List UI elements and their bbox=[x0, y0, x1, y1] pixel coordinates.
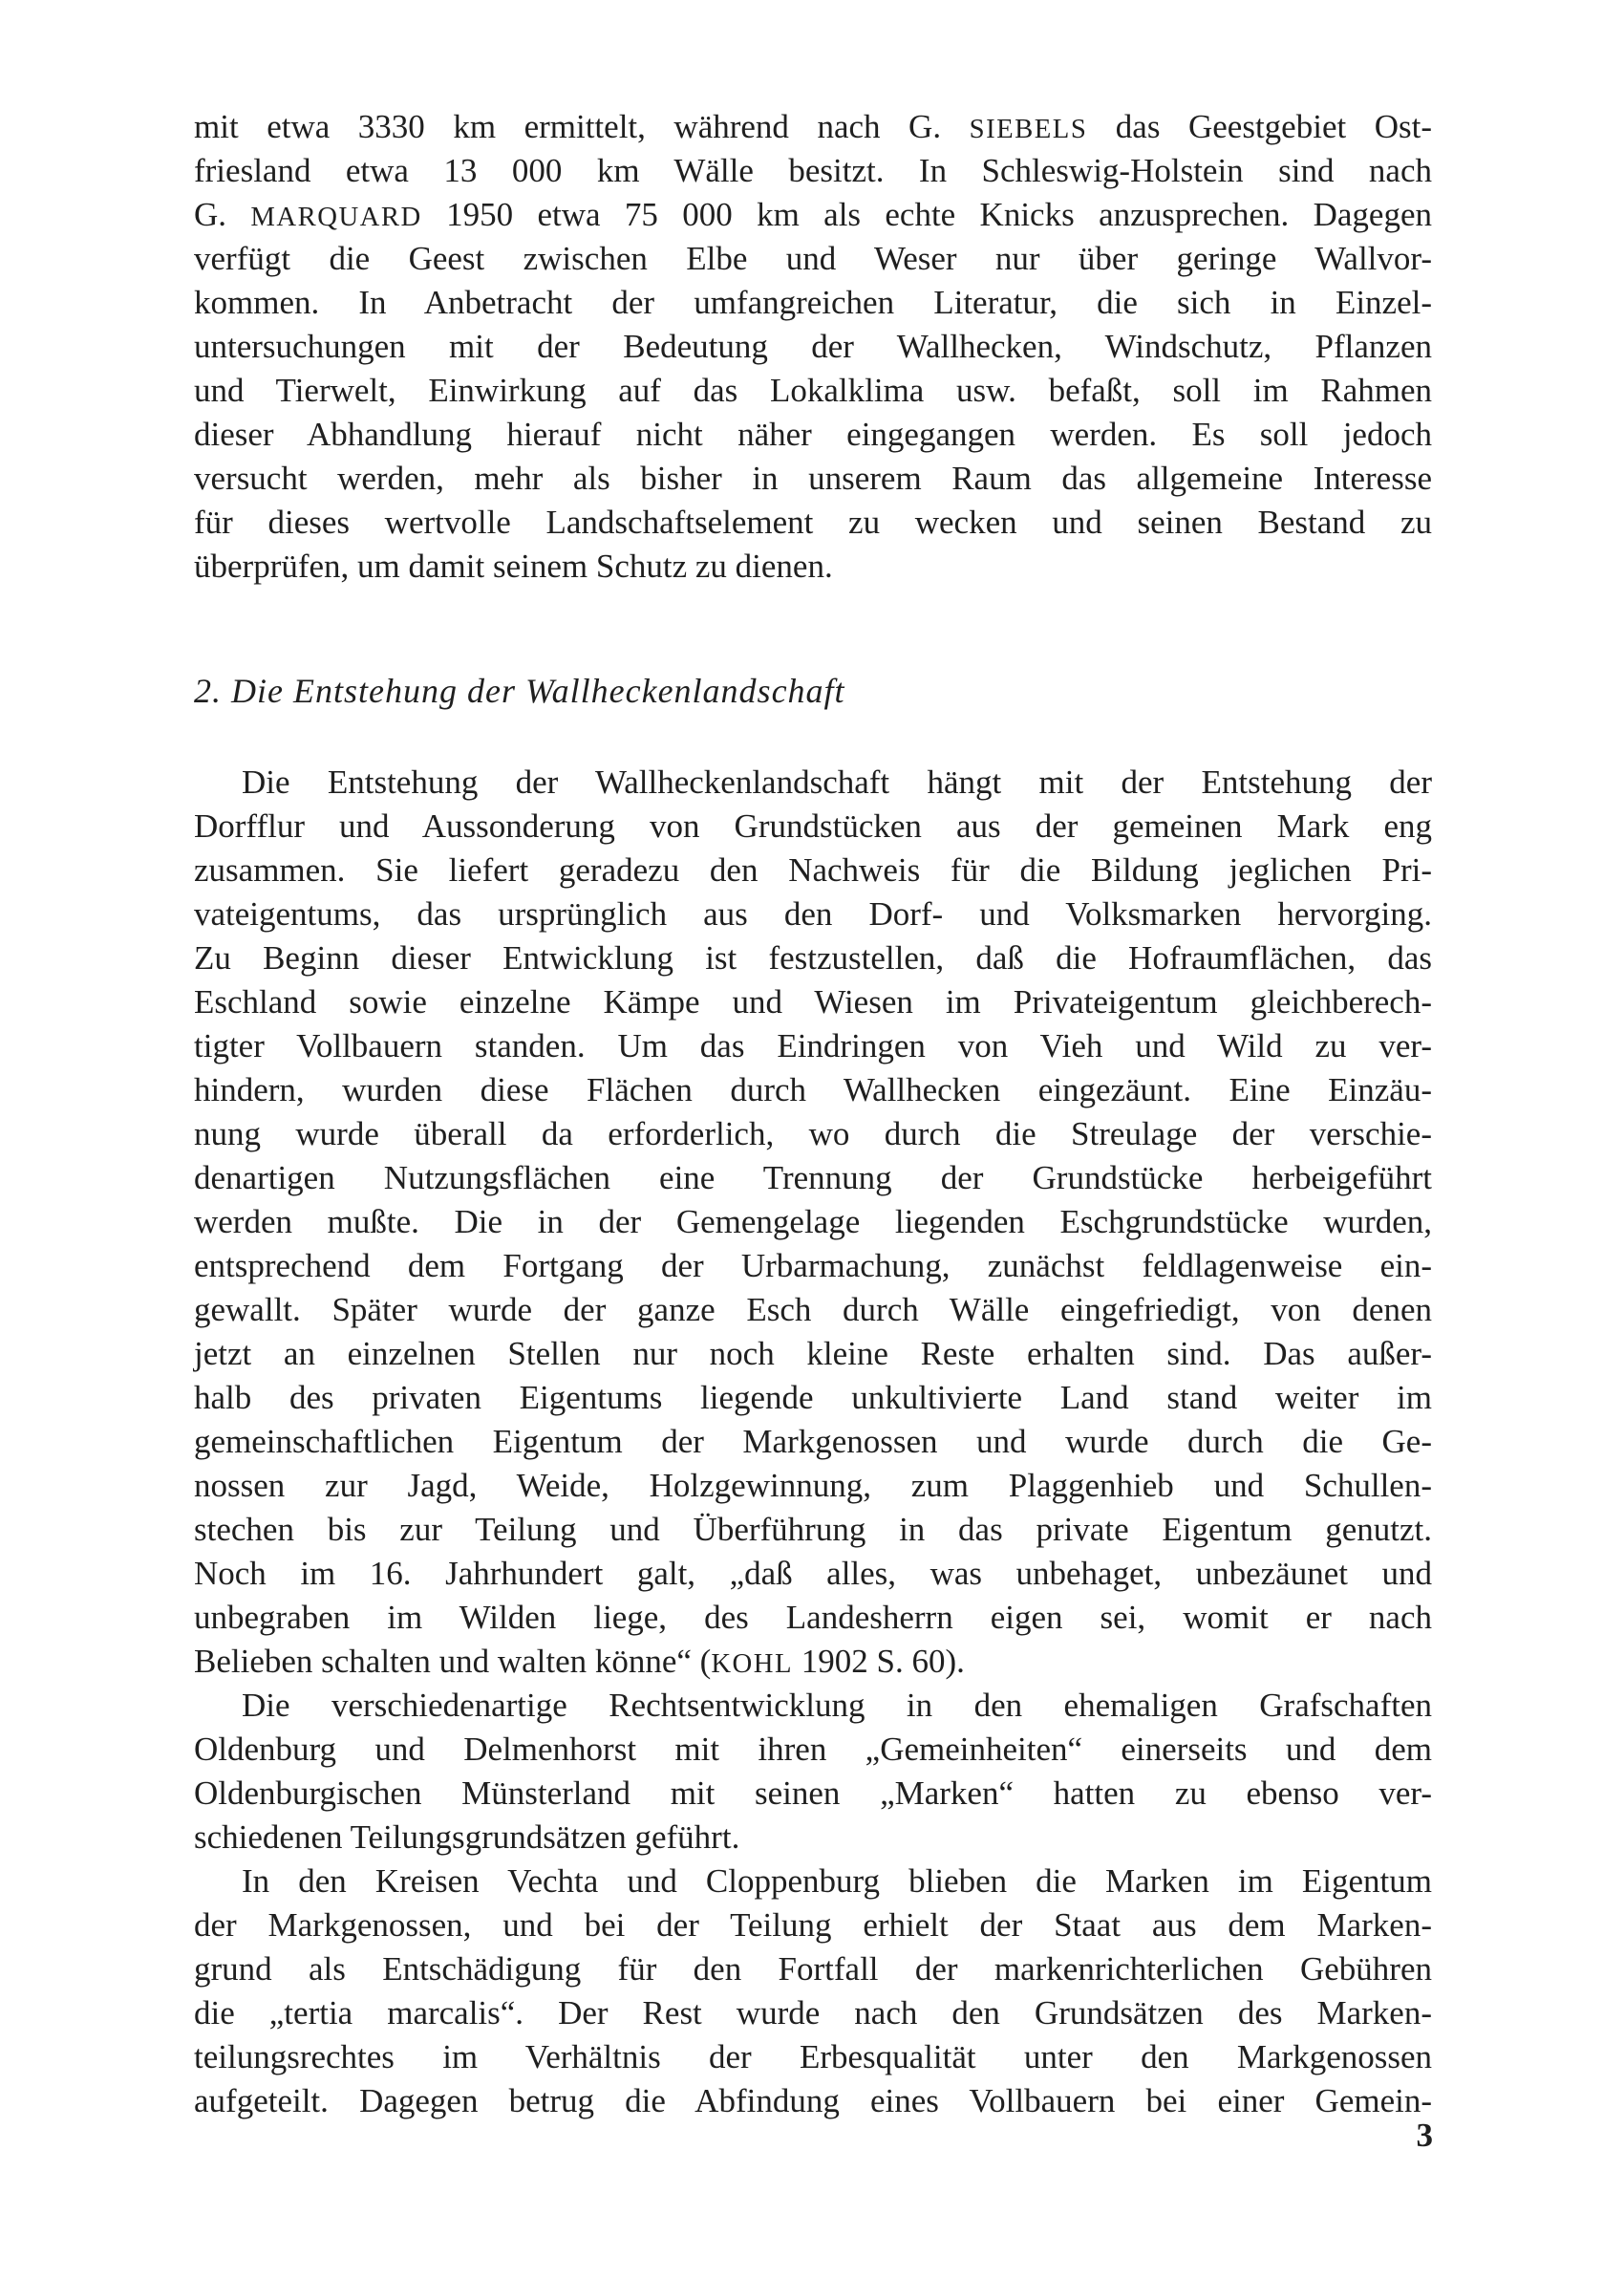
text-line: dieser Abhandlung hierauf nicht näher eingegangen werden. Es soll jedoch bbox=[194, 416, 1432, 453]
text-line: untersuchungen mit der Bedeutung der Wallhecken, Windschutz, Pflanzen bbox=[194, 328, 1432, 365]
text-line: Noch im 16. Jahrhundert galt, „daß alles, was unbehaget, unbezäunet und bbox=[194, 1555, 1432, 1592]
text-line: Zu Beginn dieser Entwicklung ist festzustellen, daß die Hofraumflächen, das bbox=[194, 939, 1432, 977]
text-line: Die verschiedenartige Rechtsentwicklung in den ehemaligen Grafschaften bbox=[242, 1687, 1432, 1724]
author-name: MARQUARD bbox=[250, 202, 422, 232]
text-line: tigter Vollbauern standen. Um das Eindringen von Vieh und Wild zu ver- bbox=[194, 1027, 1432, 1064]
text-fragment: 1950 etwa 75 000 km als echte Knicks anzusprechen. Dagegen bbox=[421, 196, 1432, 233]
text-line bbox=[194, 193, 1432, 239]
text-line: und Tierwelt, Einwirkung auf das Lokalklima usw. befaßt, soll im Rahmen bbox=[194, 372, 1432, 409]
text-line: Eschland sowie einzelne Kämpe und Wiesen im Privateigentum gleichberech- bbox=[194, 983, 1432, 1021]
text-line: nung wurde überall da erforderlich, wo durch die Streulage der verschie- bbox=[194, 1115, 1432, 1152]
text-line: In den Kreisen Vechta und Cloppenburg blieben die Marken im Eigentum bbox=[242, 1862, 1432, 1900]
text-line: aufgeteilt. Dagegen betrug die Abfindung eines Vollbauern bei einer Gemein- bbox=[194, 2082, 1432, 2119]
text-line: unbegraben im Wilden liege, des Landesherrn eigen sei, womit er nach bbox=[194, 1599, 1432, 1636]
text-line: Die Entstehung der Wallheckenlandschaft hängt mit der Entstehung der bbox=[242, 763, 1432, 801]
text-line: Dorfflur und Aussonderung von Grundstücken aus der gemeinen Mark eng bbox=[194, 807, 1432, 845]
text-fragment: 1902 S. 60). bbox=[793, 1643, 965, 1680]
text-line bbox=[194, 1640, 1432, 1686]
text-line: versucht werden, mehr als bisher in unserem Raum das allgemeine Interesse bbox=[194, 460, 1432, 497]
text-line: Oldenburg und Delmenhorst mit ihren „Gemeinheiten“ einerseits und dem bbox=[194, 1731, 1432, 1768]
author-name: KOHL bbox=[711, 1648, 794, 1679]
text-fragment: mit etwa 3330 km ermittelt, während nach G. bbox=[194, 108, 970, 145]
text-line: kommen. In Anbetracht der umfangreichen Literatur, die sich in Einzel- bbox=[194, 284, 1432, 321]
text-fragment: G. bbox=[194, 196, 251, 233]
text-line: überprüfen, um damit seinem Schutz zu dienen. bbox=[194, 548, 833, 585]
text-line: die „tertia marcalis“. Der Rest wurde nach den Grundsätzen des Marken- bbox=[194, 1994, 1432, 2032]
text-line: hindern, wurden diese Flächen durch Wallhecken eingezäunt. Eine Einzäu- bbox=[194, 1071, 1432, 1108]
text-line: vateigentums, das ursprünglich aus den Dorf- und Volksmarken hervorging. bbox=[194, 895, 1432, 933]
section-heading: 2. Die Entstehung der Wallheckenlandschaft bbox=[194, 672, 845, 710]
text-line: grund als Entschädigung für den Fortfall der markenrichterlichen Gebühren bbox=[194, 1950, 1432, 1988]
text-line: gewallt. Später wurde der ganze Esch durch Wälle eingefriedigt, von denen bbox=[194, 1291, 1432, 1328]
text-line: der Markgenossen, und bei der Teilung erhielt der Staat aus dem Marken- bbox=[194, 1906, 1432, 1944]
text-line bbox=[194, 105, 1432, 151]
text-line: halb des privaten Eigentums liegende unkultivierte Land stand weiter im bbox=[194, 1379, 1432, 1416]
text-fragment: Belieben schalten und walten könne“ ( bbox=[194, 1643, 712, 1680]
text-line: gemeinschaftlichen Eigentum der Markgenossen und wurde durch die Ge- bbox=[194, 1423, 1432, 1460]
text-line: schiedenen Teilungsgrundsätzen geführt. bbox=[194, 1818, 740, 1856]
text-line: jetzt an einzelnen Stellen nur noch kleine Reste erhalten sind. Das außer- bbox=[194, 1335, 1432, 1372]
text-line: nossen zur Jagd, Weide, Holzgewinnung, zum Plaggenhieb und Schullen- bbox=[194, 1467, 1432, 1504]
text-line: für dieses wertvolle Landschaftselement zu wecken und seinen Bestand zu bbox=[194, 504, 1432, 541]
text-line: stechen bis zur Teilung und Überführung in das private Eigentum genutzt. bbox=[194, 1511, 1432, 1548]
text-line: werden mußte. Die in der Gemengelage liegenden Eschgrundstücke wurden, bbox=[194, 1203, 1432, 1240]
text-fragment: das Geestgebiet Ost- bbox=[1087, 108, 1433, 145]
author-name: SIEBELS bbox=[969, 114, 1088, 144]
text-line: teilungsrechtes im Verhältnis der Erbesqualität unter den Markgenossen bbox=[194, 2038, 1432, 2075]
text-line: entsprechend dem Fortgang der Urbarmachung, zunächst feldlagenweise ein- bbox=[194, 1247, 1432, 1284]
text-line: friesland etwa 13 000 km Wälle besitzt. In Schleswig-Holstein sind nach bbox=[194, 152, 1432, 189]
text-line: denartigen Nutzungsflächen eine Trennung der Grundstücke herbeigeführt bbox=[194, 1159, 1432, 1196]
text-line: zusammen. Sie liefert geradezu den Nachweis für die Bildung jeglichen Pri- bbox=[194, 851, 1432, 889]
text-line: Oldenburgischen Münsterland mit seinen „Marken“ hatten zu ebenso ver- bbox=[194, 1774, 1432, 1812]
page-number: 3 bbox=[1416, 2117, 1433, 2154]
text-line: verfügt die Geest zwischen Elbe und Weser nur über geringe Wallvor- bbox=[194, 240, 1432, 277]
